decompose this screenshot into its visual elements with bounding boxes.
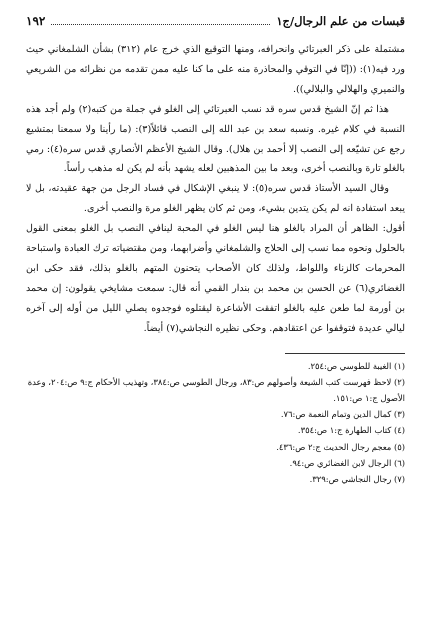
footnote-3: (٣) كمال الدين وتمام النعمة ص:٧٦. [280,409,405,420]
footnote-6: (٦) الرجال لابن الغضائري ص:٩٤. [289,457,405,468]
footnote-7: (٧) رجال النجاشي ص:٣٢٩. [309,474,405,485]
paragraph-2: هذا ثم إنّ الشيخ قدس سره قد نسب العبرتائي إلى الغلو في جملة من كتبه(٢) ولم أجد هذه النسبة في كلام غيره. ونسبه سعد بن عبد الله إلى النصب قائلاً(٣): (ما رأينا ولا سمعنا بمتشيع رجع عن تشيّعه إلى النصب إلا أحمد بن هلال). وقال الشيخ الأعظم الأنصاري قدس سره(٤): رمي بالغلو تارة وبالنصب أخرى، وبعد ما بين المذهبين لعله يشهد بأنه لم يكن له مذهب رأساً. [26,103,405,175]
paragraph-3: وقال السيد الأستاذ قدس سره(٥): لا ينبغي الإشكال في فساد الرجل من جهة عقيدته، بل لا يبعد استفادة انه لم يكن يتدين بشيء، ومن ثم كان يظهر الغلو مرة والنصب أخرى. [26,183,405,215]
footnote-separator [285,353,405,354]
page-number: ١٩٢ [26,14,46,28]
paragraph-1: مشتملة على ذكر العبرتائي وانحرافه، ومنها التوقيع الذي خرج عام (٣١٢) بشأن الشلمغاني حيث ورد فيه(١): ((إنّا في التوقي والمحاذرة منه على ما كنا عليه ممن تقدمه من نظرائه من الشريعي والنميري والهلالي والبلالي)). [26,44,405,95]
footnote-5: (٥) معجم رجال الحديث ج:٢ ص:٤٣٦. [276,441,405,452]
footnotes [26,358,405,488]
footnote-2: (٢) لاحظ فهرست كتب الشيعة وأصولهم ص:٨٣، ورجال الطوسي ص:٣٨٤، وتهذيب الأحكام ج:٩ ص:٢٠٤، وعدة الأصول ج:١ ص:١٥١. [27,376,405,403]
running-header [26,14,405,34]
footnote-4: (٤) كتاب الطهارة ج:١ ص:٣٥٤. [297,425,405,436]
paragraph-4: أقول: الظاهر أن المراد بالغلو هنا ليس الغلو في المحبة لينافي النصب بل الغلو بمعنى القول بالحلول ونحوه مما نسب إلى الحلاج والشلمغاني وأضرابهما، ومن مقتضياته ترك العبادة واستباحة المحرمات كالزناء واللواط، ولذلك كان الأصحاب يتحنون المتهم بالغلو بذلك، فقد حكى ابن الغضائري(٦) عن الحسن بن محمد بن بندار القمي أنه قال: سمعت مشايخي يقولون: إن محمد بن أورمة لما طعن عليه بالغلو اتفقت الأشاعرة ليقتلوه فوجدوه يصلي الليل من أوله إلى آخره ليالي عديدة فتوقفوا عن اعتقادهم. وحكى نظيره النجاشي(٧) أيضاً. [26,223,405,334]
main-text [26,40,405,339]
footnote-1: (١) الغيبة للطوسي ص:٢٥٤. [307,360,405,371]
running-title: قبسات من علم الرجال/ج١ [276,14,405,28]
header-dotted-leader [51,24,270,25]
